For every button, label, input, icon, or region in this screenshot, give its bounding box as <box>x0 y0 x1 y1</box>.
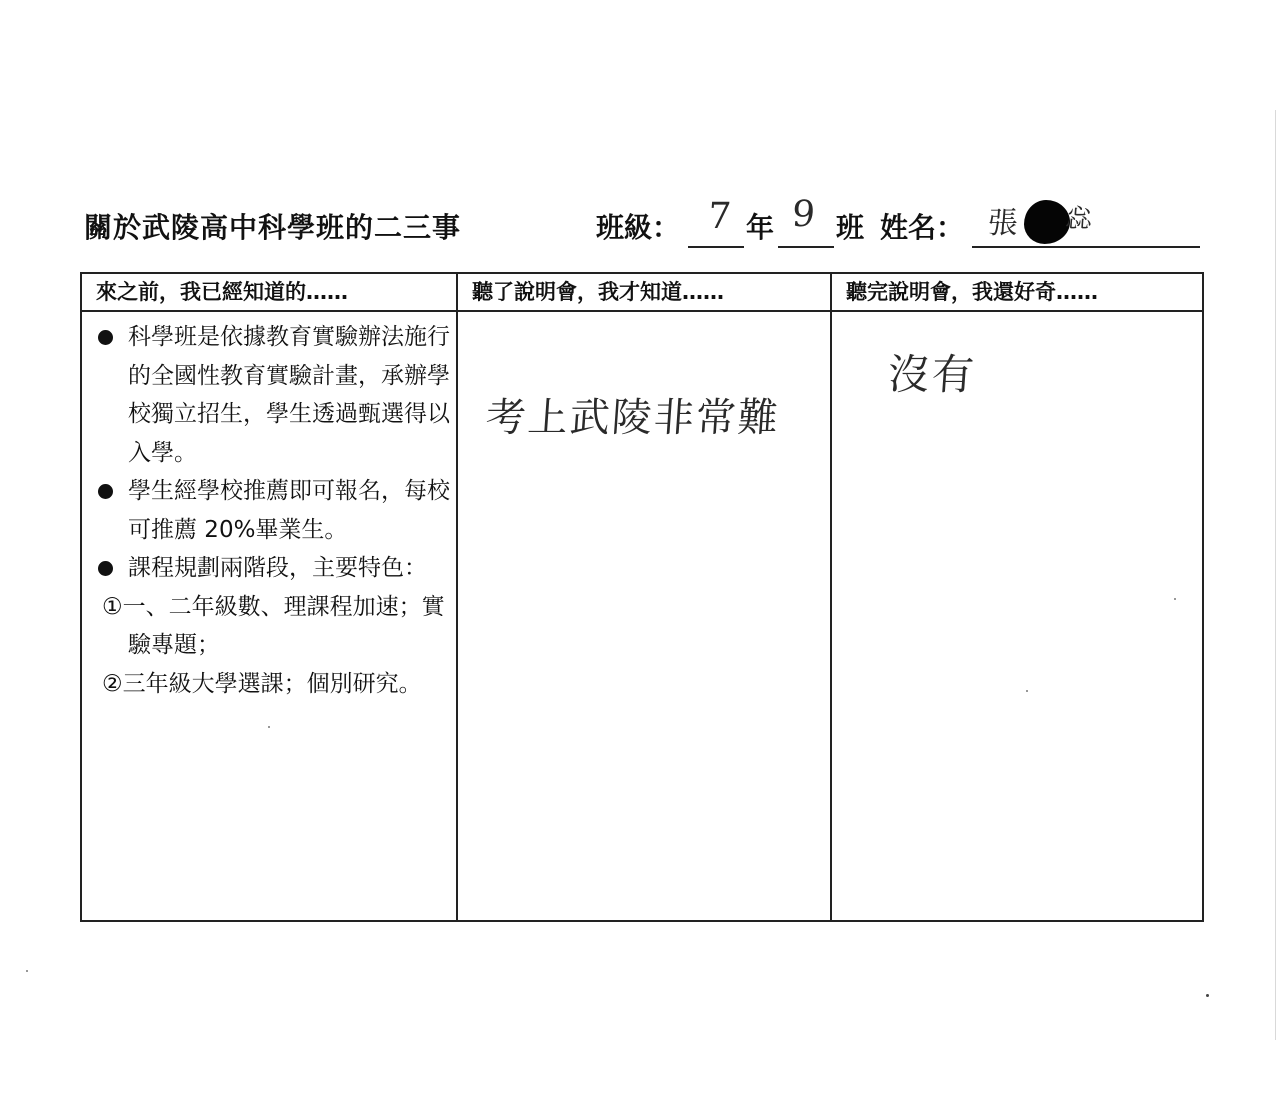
bullet-icon <box>98 330 113 345</box>
class-value: 9 <box>790 194 817 235</box>
name-value-start: 張 <box>986 206 1019 241</box>
sub-list-item-text: ①一、二年級數、理課程加速；實驗專題； <box>102 593 445 658</box>
scan-speck <box>268 726 270 728</box>
scan-speck <box>1026 690 1028 692</box>
column-header-still-curious: 聽完說明會，我還好奇…… <box>832 274 1202 312</box>
list-item <box>96 549 450 588</box>
name-label: 姓名： <box>880 211 965 244</box>
class-label: 班級： <box>596 211 681 244</box>
scan-edge <box>1275 110 1276 1040</box>
bullet-icon <box>98 484 113 499</box>
list-item <box>96 318 450 472</box>
grade-value: 7 <box>706 196 733 237</box>
list-item-text: 學生經學校推薦即可報名，每校可推薦 20%畢業生。 <box>128 478 450 543</box>
sub-list-item-text: ②三年級大學選課；個別研究。 <box>102 670 422 697</box>
known-before-list <box>96 318 450 703</box>
worksheet-title: 關於武陵高中科學班的二三事 <box>84 211 462 244</box>
scan-speck <box>1174 598 1176 600</box>
column-learned <box>458 274 832 920</box>
class-unit: 班 <box>836 211 865 244</box>
list-item-text: 科學班是依據教育實驗辦法施行的全國性教育實驗計畫，承辦學校獨立招生，學生透過甄選得以入學。 <box>128 324 450 466</box>
handwritten-curious-answer: 沒有 <box>886 350 978 399</box>
column-known-before <box>82 274 458 920</box>
sub-list-item <box>96 665 450 704</box>
column-header-known-before: 來之前，我已經知道的…… <box>82 274 456 312</box>
handwritten-learned-answer: 考上武陵非常難 <box>484 395 782 441</box>
list-item-text: 課程規劃兩階段，主要特色： <box>128 555 427 581</box>
grade-unit: 年 <box>746 211 775 244</box>
column-still-curious <box>832 274 1202 920</box>
scan-speck <box>1206 994 1209 997</box>
name-value-end: 惢 <box>1064 204 1093 234</box>
worksheet-table <box>80 272 1204 922</box>
scan-speck <box>26 970 28 972</box>
sub-list-item <box>96 588 450 665</box>
list-item <box>96 472 450 549</box>
bullet-icon <box>98 561 113 576</box>
column-header-learned: 聽了說明會，我才知道…… <box>458 274 830 312</box>
